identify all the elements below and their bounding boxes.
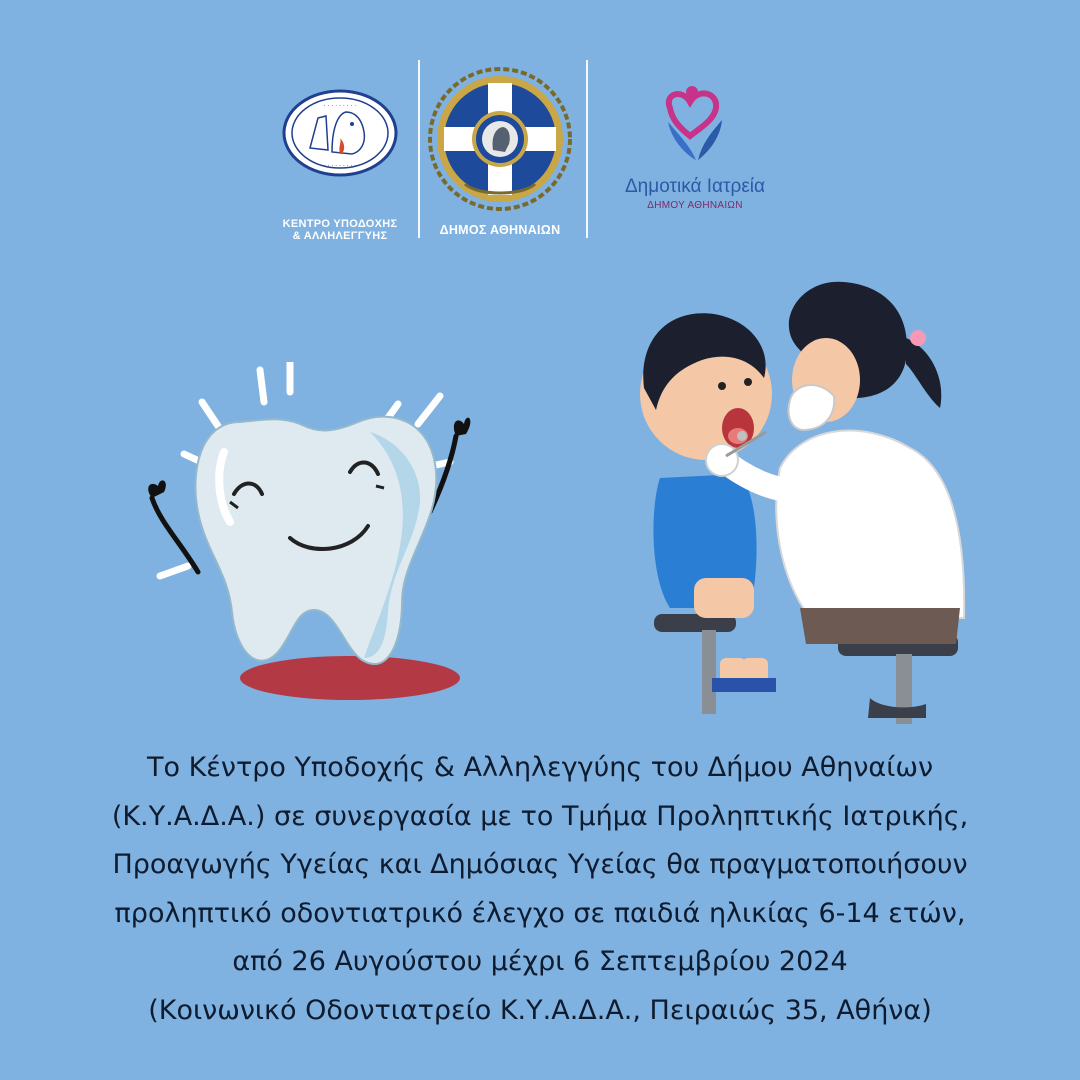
announcement-line-4: προληπτικό οδοντιατρικό έλεγχο σε παιδιά ηλικίας 6-14 ετών, <box>114 897 966 929</box>
announcement-line-2: (Κ.Υ.Α.Δ.Α.) σε συνεργασία με το Τμήμα Προληπτικής Ιατρικής, <box>111 800 969 832</box>
heart-hands-icon <box>660 82 730 164</box>
announcement-line-3: Προαγωγής Υγείας και Δημόσιας Υγείας θα πραγματοποιήσουν <box>112 849 968 880</box>
dimos-athinaion-logo <box>420 58 580 236</box>
dimotika-iatreia-logo <box>595 58 795 211</box>
kyada-logo <box>270 58 410 242</box>
announcement-text <box>30 744 1050 1035</box>
iatreia-subtitle: ΔΗΜΟΥ ΑΘΗΝΑΙΩΝ <box>647 200 743 211</box>
announcement-line-6: (Κοινωνικό Οδοντιατρείο Κ.Υ.Α.Δ.Α., Πειραιώς 35, Αθήνα) <box>148 994 932 1026</box>
svg-text:· · · · · · · · ·: · · · · · · · · · <box>323 103 357 110</box>
athens-emblem-icon <box>425 64 575 214</box>
dentist-examining-child-icon <box>630 278 970 730</box>
kyada-seal-icon <box>280 88 400 178</box>
kyada-caption <box>270 218 410 242</box>
announcement-line-5: από 26 Αυγούστου μέχρι 6 Σεπτεμβρίου 2024 <box>232 946 848 977</box>
logo-divider <box>586 60 588 238</box>
svg-text:· · · · · · · · ·: · · · · · · · · · <box>323 163 357 170</box>
kyada-caption-line1: ΚΕΝΤΡΟ ΥΠΟΔΟΧΗΣ <box>282 218 398 230</box>
happy-tooth-icon <box>140 362 500 712</box>
logo-bar <box>270 58 810 248</box>
announcement-line-1: Το Κέντρο Υποδοχής & Αλληλεγγύης του Δήμου Αθηναίων <box>146 752 934 783</box>
kyada-caption-line2: & ΑΛΛΗΛΕΓΓΥΗΣ <box>292 230 388 242</box>
iatreia-name: Δημοτικά Ιατρεία <box>624 176 765 197</box>
dimos-caption: ΔΗΜΟΣ ΑΘΗΝΑΙΩΝ <box>439 223 561 237</box>
